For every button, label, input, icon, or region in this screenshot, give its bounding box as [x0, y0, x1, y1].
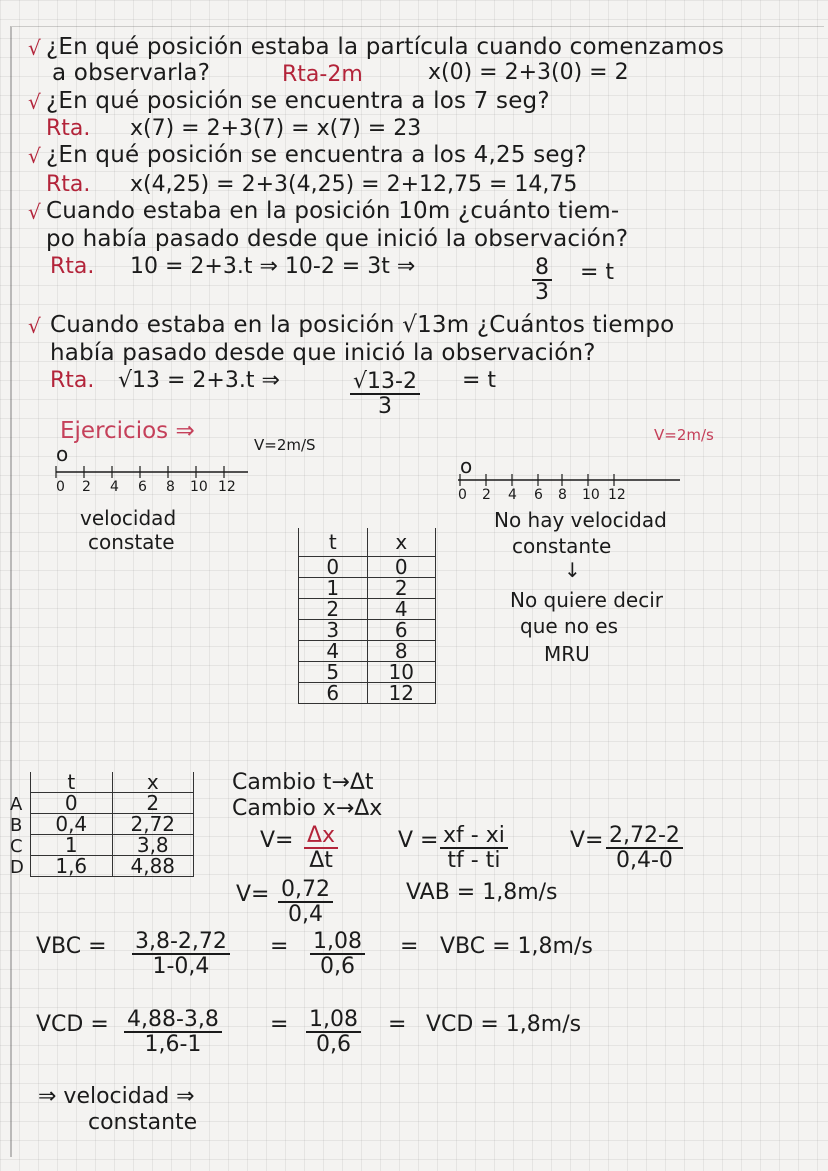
- row-label: A: [10, 794, 23, 815]
- fraction-numerator: 3,8-2,72: [132, 930, 230, 955]
- row-labels: [10, 794, 24, 878]
- vcd-lhs: VCD =: [36, 1012, 109, 1037]
- question-1-line-1: ¿En qué posición estaba la partícula cuando comenzamos: [46, 34, 725, 60]
- table-cell: 10: [367, 662, 436, 683]
- table-t-x-1: [298, 528, 436, 704]
- table-cell: 1,6: [31, 856, 113, 877]
- check-mark-icon: √: [28, 90, 41, 114]
- fraction-numerator: √13-2: [350, 370, 420, 395]
- equals-sign: =: [270, 1012, 289, 1037]
- formula-v3-fraction: [606, 824, 683, 872]
- table-cell: 4,88: [112, 856, 194, 877]
- question-5-line-1: Cuando estaba en la posición √13m ¿Cuántos tiempo: [50, 312, 675, 338]
- fraction-numerator: 0,72: [278, 878, 333, 903]
- left-tick-label: 10: [190, 479, 208, 495]
- left-tick-label: 0: [56, 479, 65, 495]
- right-label-que-no-es: que no es: [520, 614, 619, 638]
- left-tick-label: 4: [110, 479, 119, 495]
- right-label-no-quiere: No quiere decir: [510, 588, 664, 612]
- formula-v2-fraction: [440, 824, 508, 872]
- question-1-work: x(0) = 2+3(0) = 2: [428, 60, 629, 85]
- check-mark-icon: √: [28, 314, 41, 338]
- table-cell: 4: [367, 599, 436, 620]
- table-header: x: [112, 772, 194, 793]
- formula-v4-fraction: [278, 878, 333, 926]
- vab-result: VAB = 1,8m/s: [406, 880, 558, 905]
- formula-v1-fraction: [304, 824, 338, 872]
- question-5-fraction-tail: = t: [462, 368, 497, 393]
- right-tick-label: 4: [508, 487, 517, 503]
- fraction-denominator: 0,6: [315, 1032, 351, 1058]
- fraction-numerator: 1,08: [310, 930, 365, 955]
- table-cell: 0: [367, 557, 436, 578]
- fraction-numerator: 2,72-2: [606, 824, 683, 849]
- formula-v4-lhs: V=: [236, 882, 270, 907]
- question-5-rta: Rta.: [50, 368, 95, 393]
- vcd-fraction-2: [306, 1008, 361, 1056]
- fraction-denominator: 1-0,4: [152, 954, 210, 980]
- right-number-line: [458, 474, 688, 486]
- question-3-line-1: ¿En qué posición se encuentra a los 4,25 seg?: [46, 142, 587, 168]
- table-t-x-2: [30, 772, 194, 877]
- table-cell: 2: [299, 599, 368, 620]
- left-label-velocity: velocidad: [80, 506, 177, 530]
- exercises-title: Ejercicios ⇒: [60, 418, 195, 444]
- vbc-fraction-1: [132, 930, 230, 978]
- question-4-work: 10 = 2+3.t ⇒ 10-2 = 3t ⇒: [130, 254, 416, 279]
- fraction-numerator: 1,08: [306, 1008, 361, 1033]
- table-cell: 8: [367, 641, 436, 662]
- table-cell: 12: [367, 683, 436, 704]
- equals-sign: =: [388, 1012, 407, 1037]
- table-cell: 3,8: [112, 835, 194, 856]
- question-3-work: x(4,25) = 2+3(4,25) = 2+12,75 = 14,75: [130, 172, 578, 197]
- formula-v3-lhs: V=: [570, 828, 604, 853]
- table-header: t: [299, 528, 368, 557]
- table-cell: 3: [299, 620, 368, 641]
- left-number-line: [56, 466, 256, 478]
- table-header: t: [31, 772, 113, 793]
- table-cell: 0: [299, 557, 368, 578]
- conclusion-line-1: ⇒ velocidad ⇒: [38, 1084, 195, 1109]
- question-4-fraction-tail: = t: [580, 260, 615, 285]
- right-label-no-velocity: No hay velocidad: [494, 508, 667, 532]
- row-label: B: [10, 815, 23, 836]
- table-cell: 6: [299, 683, 368, 704]
- left-tick-label: 12: [218, 479, 236, 495]
- table-cell: 4: [299, 641, 368, 662]
- right-tick-label: 6: [534, 487, 543, 503]
- check-mark-icon: √: [28, 36, 41, 60]
- fraction-numerator: 8: [532, 256, 552, 281]
- table-cell: 1: [299, 578, 368, 599]
- fraction-denominator: 3: [535, 280, 549, 306]
- question-1-line-2: a observarla?: [52, 60, 211, 86]
- fraction-denominator: tf - ti: [447, 848, 501, 874]
- table-cell: 2,72: [112, 814, 194, 835]
- vcd-result: VCD = 1,8m/s: [426, 1012, 582, 1037]
- question-1-answer: Rta-2m: [282, 62, 363, 87]
- table-cell: 0,4: [31, 814, 113, 835]
- formula-v1-lhs: V=: [260, 828, 294, 853]
- right-tick-label: 10: [582, 487, 600, 503]
- fraction-numerator: Δx: [304, 824, 338, 849]
- question-4-rta: Rta.: [50, 254, 95, 279]
- right-velocity-label: V=2m/s: [654, 426, 714, 444]
- change-t: Cambio t→Δt: [232, 770, 374, 795]
- table-header: x: [367, 528, 436, 557]
- table-cell: 5: [299, 662, 368, 683]
- right-tick-label: 2: [482, 487, 491, 503]
- table-cell: 2: [367, 578, 436, 599]
- row-label: C: [10, 836, 23, 857]
- right-tick-label: 12: [608, 487, 626, 503]
- check-mark-icon: √: [28, 144, 41, 168]
- right-label-constant: constante: [512, 534, 612, 558]
- right-particle-icon: o: [460, 454, 473, 478]
- fraction-numerator: 4,88-3,8: [124, 1008, 222, 1033]
- table-cell: 1: [31, 835, 113, 856]
- question-2-rta: Rta.: [46, 116, 91, 141]
- table-cell: 0: [31, 793, 113, 814]
- row-label: D: [10, 857, 24, 878]
- question-4-line-2: po había pasado desde que inició la observación?: [46, 226, 629, 252]
- question-2-line-1: ¿En qué posición se encuentra a los 7 seg?: [46, 88, 550, 114]
- fraction-numerator: xf - xi: [440, 824, 508, 849]
- question-5-work: √13 = 2+3.t ⇒: [118, 368, 280, 393]
- left-label-constant: constate: [88, 530, 175, 554]
- vbc-result: VBC = 1,8m/s: [440, 934, 593, 959]
- question-5-fraction: [350, 370, 420, 418]
- right-tick-label: 8: [558, 487, 567, 503]
- question-2-work: x(7) = 2+3(7) = x(7) = 23: [130, 116, 422, 141]
- vcd-fraction-1: [124, 1008, 222, 1056]
- left-particle-icon: o: [56, 442, 69, 466]
- vbc-lhs: VBC =: [36, 934, 107, 959]
- left-tick-label: 8: [166, 479, 175, 495]
- table-cell: 6: [367, 620, 436, 641]
- right-label-mru: MRU: [544, 642, 590, 666]
- question-4-line-1: Cuando estaba en la posición 10m ¿cuánto tiem-: [46, 198, 620, 224]
- conclusion-line-2: constante: [88, 1110, 198, 1135]
- equals-sign: =: [270, 934, 289, 959]
- left-velocity-label: V=2m/S: [254, 436, 316, 454]
- question-3-rta: Rta.: [46, 172, 91, 197]
- fraction-denominator: Δt: [309, 848, 333, 874]
- right-tick-label: 0: [458, 487, 467, 503]
- check-mark-icon: √: [28, 200, 41, 224]
- fraction-denominator: 0,4-0: [615, 848, 673, 874]
- formula-v2-lhs: V =: [398, 828, 439, 853]
- fraction-denominator: 3: [377, 394, 392, 420]
- fraction-denominator: 0,4: [287, 902, 323, 928]
- question-4-fraction: [532, 256, 552, 304]
- table-cell: 2: [112, 793, 194, 814]
- equals-sign: =: [400, 934, 419, 959]
- down-arrow-icon: ↓: [564, 558, 581, 582]
- change-x: Cambio x→Δx: [232, 796, 383, 821]
- left-tick-label: 2: [82, 479, 91, 495]
- fraction-denominator: 0,6: [319, 954, 355, 980]
- question-5-line-2: había pasado desde que inició la observación?: [50, 340, 596, 366]
- fraction-denominator: 1,6-1: [144, 1032, 202, 1058]
- vbc-fraction-2: [310, 930, 365, 978]
- left-tick-label: 6: [138, 479, 147, 495]
